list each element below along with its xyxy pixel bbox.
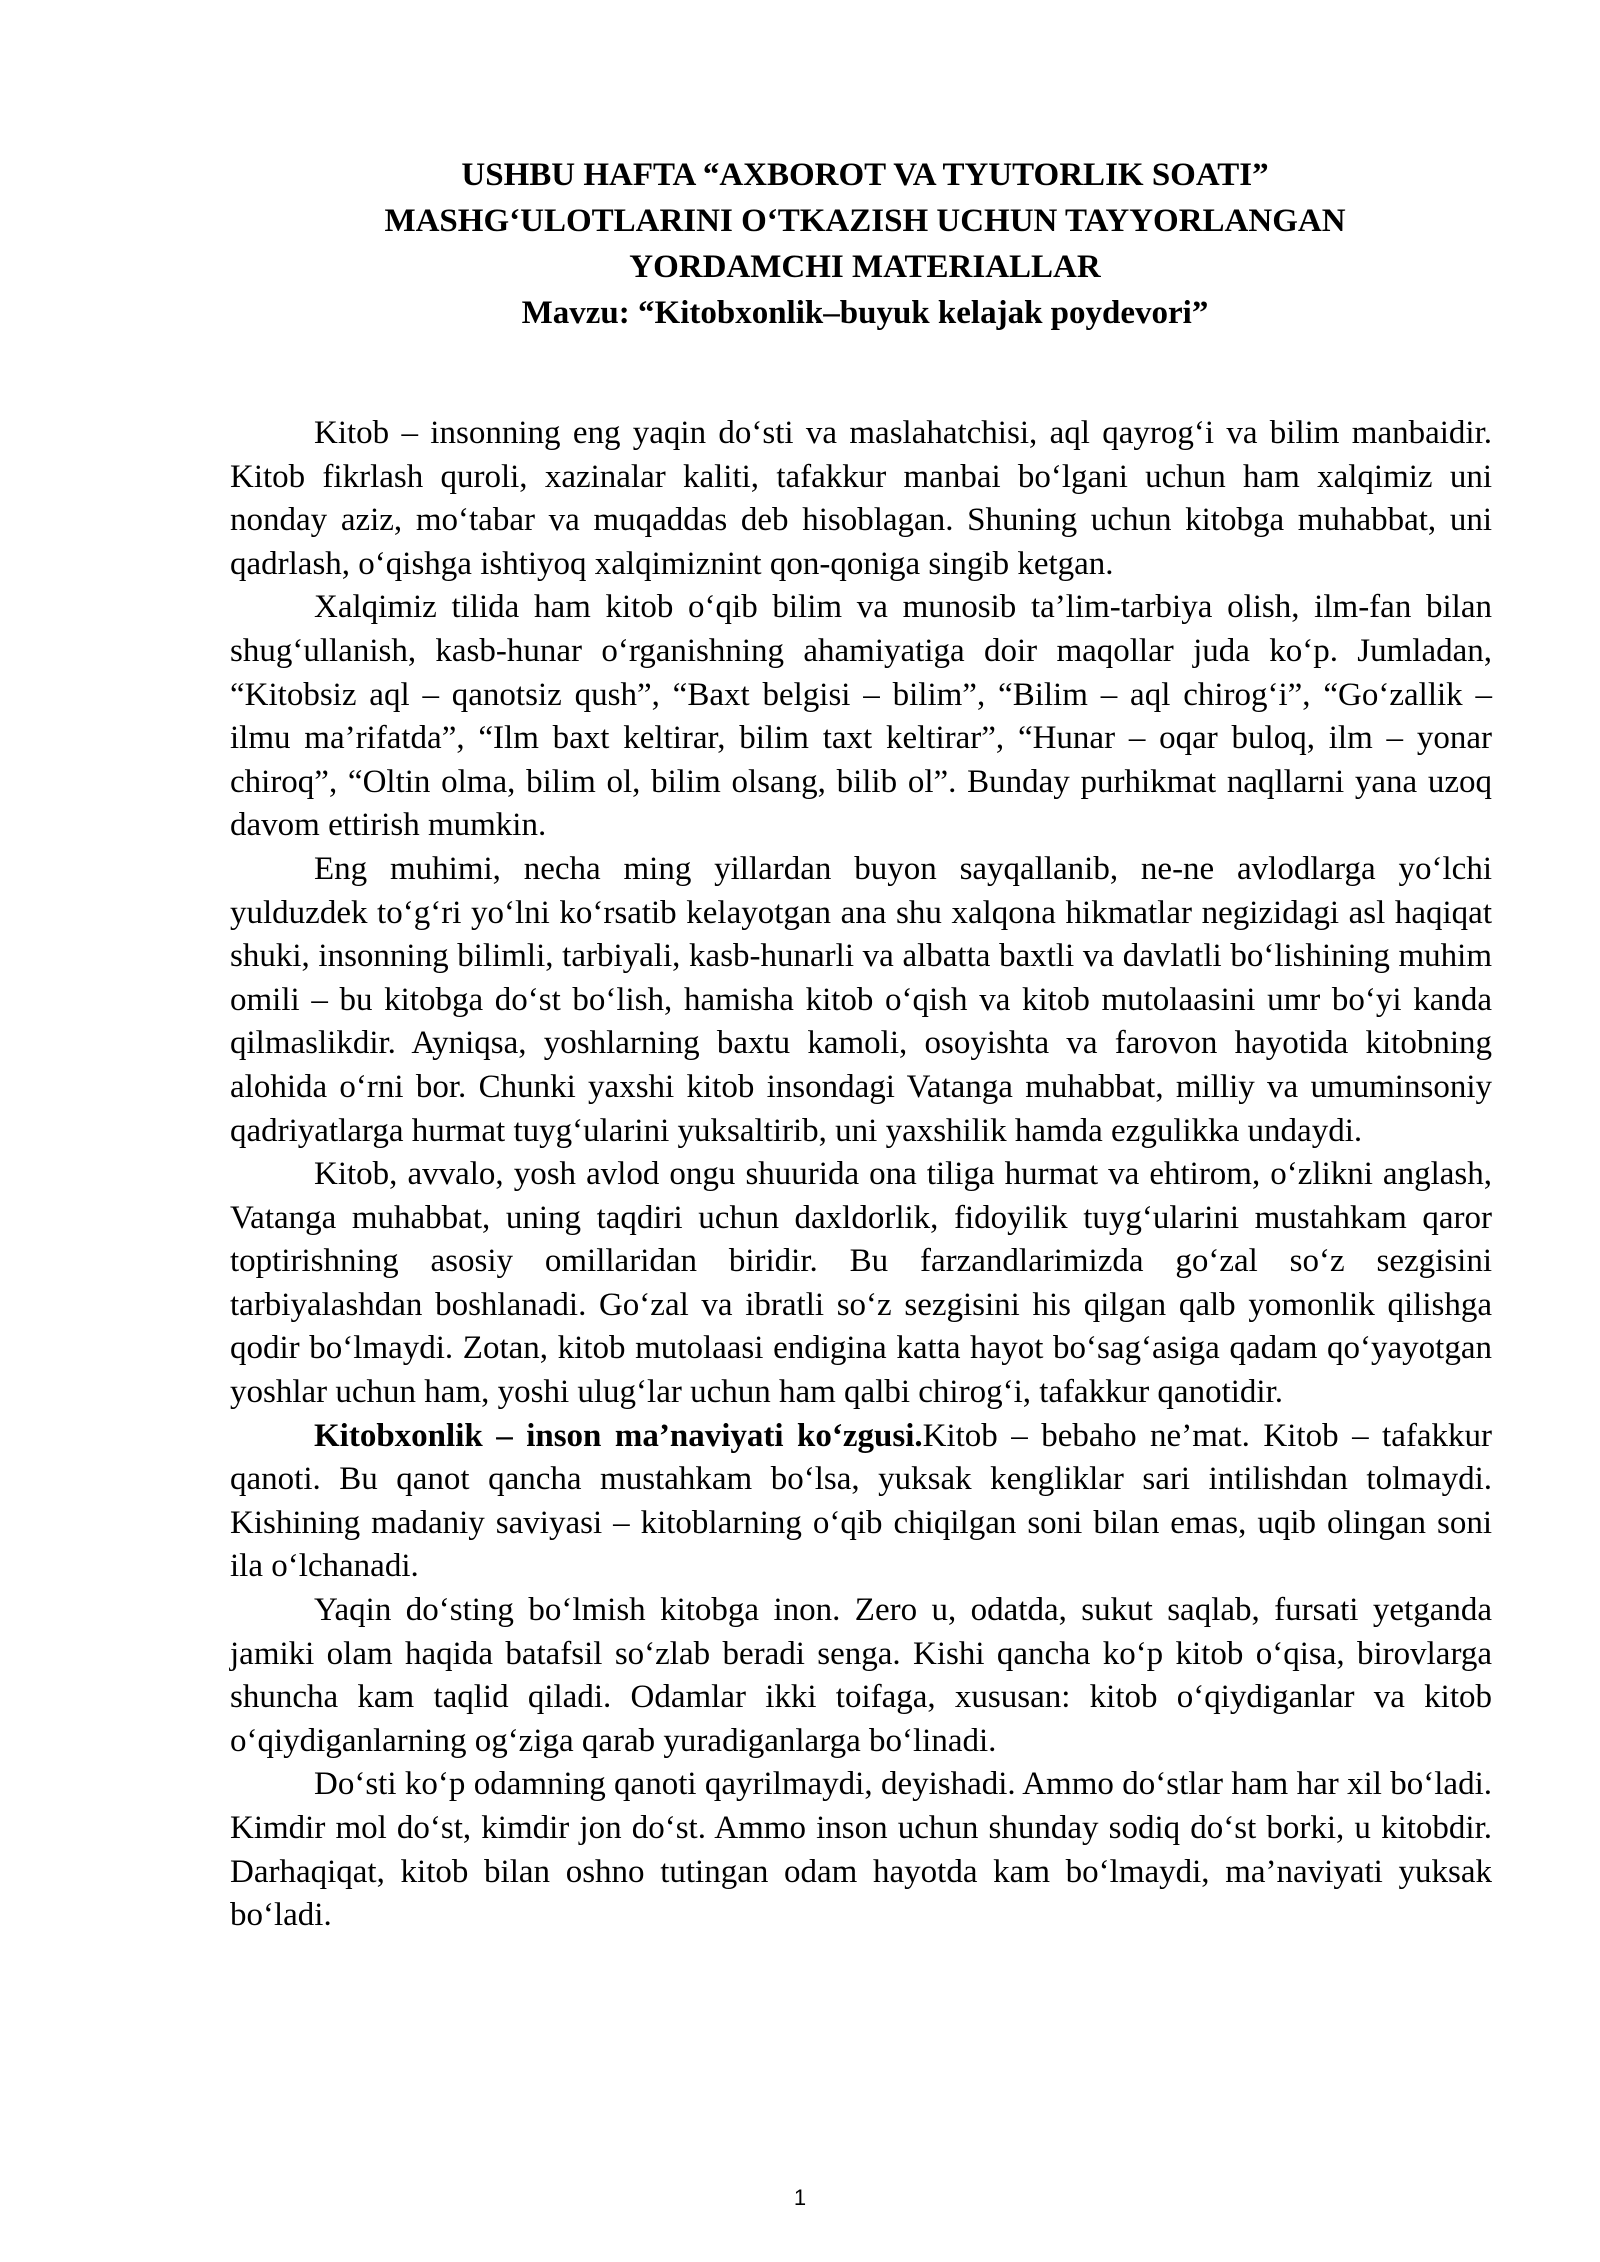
heading-line-1: USHBU HAFTA “AXBOROT VA TYUTORLIK SOATI” [461, 157, 1269, 193]
paragraph: Eng muhimi, necha ming yillardan buyon sayqallanib, ne-ne avlodlarga yo‘lchi yulduzdek to‘g‘ri yo‘lni ko‘rsatib kelayotgan ana shu xalqona hikmatlar negizidagi asl haqiqat shuki, insonning bilimli, tarbiyali, kasb-hunarli va albatta baxtli va davlatli bo‘lishining muhim omili – bu kitobga do‘st bo‘lish, hamisha kitob o‘qish va kitob mutolaasini umr bo‘yi kanda qilmaslikdir. Ayniqsa, yoshlarning baxtu kamoli, osoyishta va farovon hayotida kitobning alohida o‘rni bor. Chunki yaxshi kitob insondagi Vatanga muhabbat, milliy va umuminsoniy qadriyatlarga hurmat tuyg‘ularini yuksaltirib, uni yaxshilik hamda ezgulikka undaydi. [230, 850, 1492, 1149]
document-body [230, 412, 1492, 1938]
paragraph: Do‘sti ko‘p odamning qanoti qayrilmaydi, deyishadi. Ammo do‘stlar ham har xil bo‘ladi. Kimdir mol do‘st, kimdir jon do‘st. Ammo inson uchun shunday sodiq do‘st borki, u kitobdir. Darhaqiqat, kitob bilan oshno tutingan odam hayotda kam bo‘lmaydi, ma’naviyati yuksak bo‘ladi. [230, 1766, 1492, 1934]
document-heading [230, 152, 1500, 336]
heading-line-3: YORDAMCHI MATERIALLAR [629, 249, 1101, 285]
paragraph: Kitob, avvalo, yosh avlod ongu shuurida ona tiliga hurmat va ehtirom, o‘zlikni anglash, Vatanga muhabbat, uning taqdiri uchun daxldorlik, fidoyilik tuyg‘ularini mustahkam qaror toptirishning asosiy omillaridan biridir. Bu farzandlarimizda go‘zal so‘z sezgisini tarbiyalashdan boshlanadi. Go‘zal va ibratli so‘z sezgisini his qilgan qalb yomonlik qilishga qodir bo‘lmaydi. Zotan, kitob mutolaasi endigina katta hayot bo‘sag‘asiga qadam qo‘yayotgan yoshlar uchun ham, yoshi ulug‘lar uchun ham qalbi chirog‘i, tafakkur qanotidir. [230, 1156, 1492, 1411]
paragraph: Xalqimiz tilida ham kitob o‘qib bilim va munosib ta’lim-tarbiya olish, ilm-fan bilan shug‘ullanish, kasb-hunar o‘rganishning ahamiyatiga doir maqollar juda ko‘p. Jumladan, “Kitobsiz aql – qanotsiz qush”, “Baxt belgisi – bilim”, “Bilim – aql chirog‘i”, “Go‘zallik – ilmu ma’rifatda”, “Ilm baxt keltirar, bilim taxt keltirar”, “Hunar – oqar buloq, ilm – yonar chiroq”, “Oltin olma, bilim ol, bilim olsang, bilib ol”. Bunday purhikmat naqllarni yana uzoq davom ettirish mumkin. [230, 589, 1492, 844]
heading-line-2: MASHG‘ULOTLARINI O‘TKAZISH UCHUN TAYYORLANGAN [384, 203, 1346, 239]
topic-title: Mavzu: “Kitobxonlik–buyuk kelajak poydevori” [521, 295, 1209, 331]
paragraph: Yaqin do‘sting bo‘lmish kitobga inon. Zero u, odatda, sukut saqlab, fursati yetganda jamiki olam haqida batafsil so‘zlab beradi senga. Kishi qancha ko‘p kitob o‘qisa, birovlarga shuncha kam taqlid qiladi. Odamlar ikki toifaga, xususan: kitob o‘qiydiganlar va kitob o‘qiydiganlarning og‘ziga qarab yuradiganlarga bo‘linadi. [230, 1592, 1492, 1759]
page-number: 1 [793, 2185, 807, 2210]
section-text: Kitob – bebaho ne’mat. Kitob – tafakkur qanoti. Bu qanot qancha mustahkam bo‘lsa, yuksak kengliklar sari intilishdan tolmaydi. Kishining madaniy saviyasi – kitoblarning o‘qib chiqilgan soni bilan emas, uqib olingan soni ila o‘lchanadi. [230, 1417, 1492, 1585]
paragraph: Kitob – insonning eng yaqin do‘sti va maslahatchisi, aql qayrog‘i va bilim manbaidir. Kitob fikrlash quroli, xazinalar kaliti, tafakkur manbai bo‘lgani uchun ham xalqimiz uni nonday aziz, mo‘tabar va muqaddas deb hisoblagan. Shuning uchun kitobga muhabbat, uni qadrlash, o‘qishga ishtiyoq xalqimiznint qon-qoniga singib ketgan. [230, 415, 1492, 582]
section-heading: Kitobxonlik – inson ma’naviyati ko‘zgusi. [314, 1417, 923, 1454]
section-paragraph [230, 1415, 1492, 1589]
